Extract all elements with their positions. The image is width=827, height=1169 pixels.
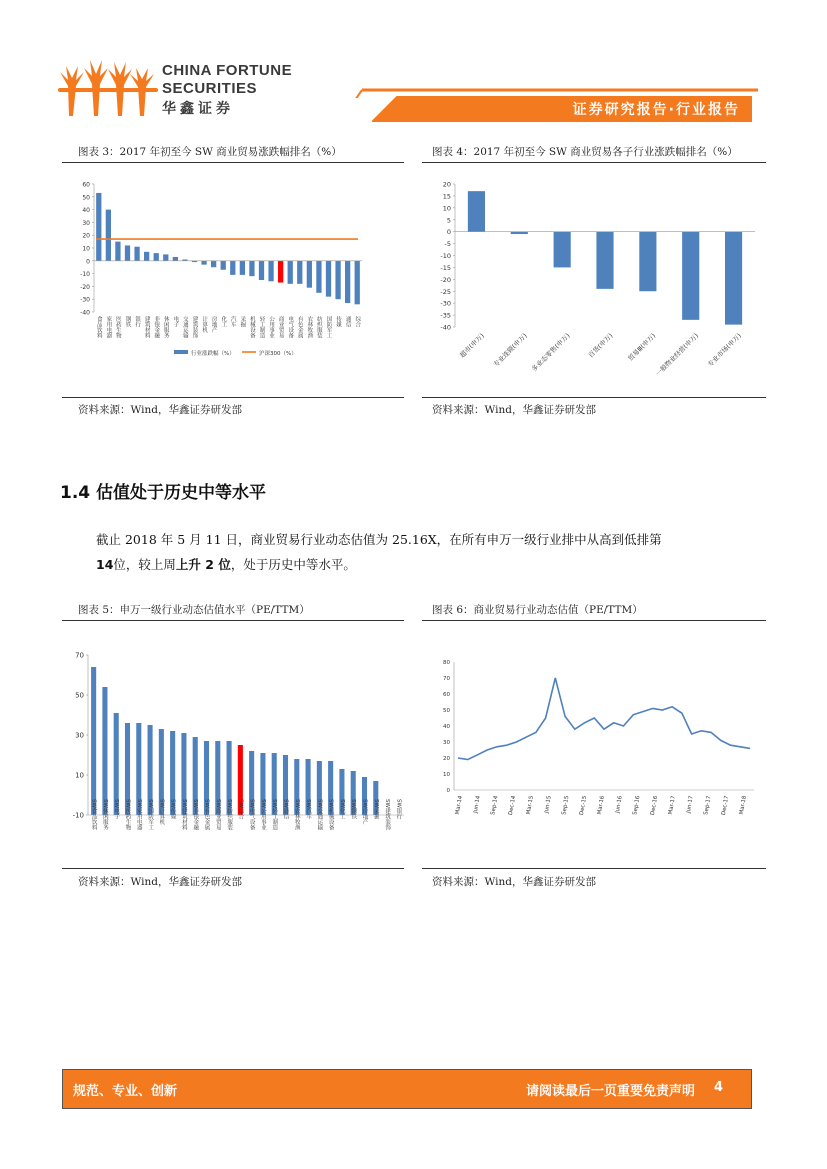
bar bbox=[230, 261, 235, 275]
fig6-source: 资料来源：Wind，华鑫证券研发部 bbox=[432, 876, 596, 888]
x-tick-label: 家用电器 bbox=[105, 316, 112, 338]
x-tick-label: SW计算机 bbox=[158, 799, 165, 825]
y-tick-label: 10 bbox=[82, 245, 90, 253]
paragraph-mid: 位，较上周 bbox=[113, 557, 176, 572]
fig3-source: 资料来源：Wind，华鑫证券研发部 bbox=[78, 404, 242, 416]
brand-en-line1: CHINA FORTUNE bbox=[162, 62, 293, 79]
x-tick-label: SW采掘 bbox=[372, 799, 379, 819]
y-tick-label: 20 bbox=[442, 180, 451, 189]
y-tick-label: -10 bbox=[80, 271, 90, 279]
bar bbox=[201, 261, 206, 265]
y-tick-label: -15 bbox=[440, 263, 451, 272]
x-tick-label: 有色金属 bbox=[296, 316, 303, 338]
x-tick-label: 专业连锁(申万) bbox=[491, 331, 529, 369]
x-tick-label: 机械设备 bbox=[248, 316, 255, 338]
y-tick-label: -30 bbox=[80, 296, 90, 304]
y-tick-label: 80 bbox=[443, 660, 450, 666]
bar bbox=[278, 261, 283, 283]
y-tick-label: -20 bbox=[80, 283, 90, 291]
bar bbox=[91, 667, 96, 815]
y-tick-label: 50 bbox=[82, 194, 90, 202]
y-tick-label: 50 bbox=[75, 691, 84, 700]
x-tick-label: SW传媒 bbox=[169, 799, 176, 819]
bar bbox=[639, 232, 656, 292]
bar bbox=[134, 247, 139, 261]
y-tick-label: 15 bbox=[442, 192, 451, 201]
x-tick-label: Dec-17 bbox=[720, 795, 731, 816]
bar bbox=[163, 254, 168, 260]
fig5-bottom-rule bbox=[62, 868, 404, 869]
x-tick-label: 贸易Ⅲ(申万) bbox=[626, 331, 658, 363]
footer-motto: 规范、专业、创新 bbox=[73, 1084, 178, 1099]
x-tick-label: SW银行 bbox=[395, 799, 402, 819]
x-tick-label: SW纺织服装 bbox=[226, 799, 233, 830]
y-tick-label: 10 bbox=[443, 772, 450, 778]
x-tick-label: 国防军工 bbox=[325, 316, 332, 338]
bar bbox=[115, 242, 120, 261]
brand-cn: 华鑫证券 bbox=[162, 100, 234, 116]
x-tick-label: Jun-14 bbox=[472, 795, 482, 814]
bar bbox=[316, 261, 321, 293]
bar bbox=[326, 261, 331, 297]
x-tick-label: SW休闲服务 bbox=[101, 799, 108, 830]
x-tick-label: 电气设备 bbox=[287, 316, 294, 338]
x-tick-label: 计算机 bbox=[201, 316, 208, 333]
x-tick-label: 综合 bbox=[354, 316, 361, 327]
x-tick-label: SW房地产 bbox=[361, 799, 368, 825]
y-tick-label: 0 bbox=[86, 258, 90, 266]
x-tick-label: Jun-15 bbox=[543, 795, 553, 814]
x-tick-label: Mar-15 bbox=[525, 795, 535, 816]
x-tick-label: 商业贸易 bbox=[277, 316, 284, 338]
x-tick-label: SW农林牧渔 bbox=[293, 799, 300, 830]
bar bbox=[297, 261, 302, 284]
bar bbox=[154, 253, 159, 261]
x-tick-label: Dec-16 bbox=[649, 795, 660, 816]
x-tick-label: 多业态零售(申万) bbox=[530, 331, 572, 374]
x-tick-label: SW通信 bbox=[282, 799, 289, 819]
y-tick-label: 10 bbox=[442, 204, 451, 213]
x-tick-label: 休闲服务 bbox=[162, 316, 169, 338]
paragraph-line1: 截止 2018 年 5 月 11 日，商业贸易行业动态估值为 25.16X，在所有申万一级行业排中从高到低排第 bbox=[96, 532, 662, 547]
bar bbox=[554, 232, 571, 268]
series-line bbox=[458, 678, 750, 760]
x-tick-label: 纺织服装 bbox=[315, 316, 322, 338]
fig3-title: 图表 3：2017 年初至今 SW 商业贸易涨跌幅排名（%） bbox=[78, 146, 342, 158]
fig5-source: 资料来源：Wind，华鑫证券研发部 bbox=[78, 876, 242, 888]
fig6-title: 图表 6：商业贸易行业动态估值（PE/TTM） bbox=[432, 604, 643, 616]
bar bbox=[144, 252, 149, 261]
y-tick-label: 30 bbox=[443, 740, 450, 746]
x-tick-label: SW医药生物 bbox=[124, 799, 131, 830]
fig5-title: 图表 5：申万一级行业动态估值水平（PE/TTM） bbox=[78, 604, 310, 616]
disclaimer-link[interactable]: 请阅读最后一页重要免责声明 bbox=[525, 1084, 695, 1099]
x-tick-label: SW有色金属 bbox=[203, 799, 210, 830]
x-tick-label: 交通运输 bbox=[181, 316, 188, 338]
bar bbox=[259, 261, 264, 280]
bar bbox=[511, 232, 528, 234]
bar bbox=[211, 261, 216, 267]
x-tick-label: SW商业贸易 bbox=[214, 799, 221, 830]
y-tick-label: 5 bbox=[446, 216, 451, 225]
y-tick-label: 40 bbox=[82, 207, 90, 215]
bar bbox=[345, 261, 350, 303]
y-tick-label: 50 bbox=[443, 708, 450, 714]
x-tick-label: 百货(申万) bbox=[586, 331, 615, 360]
y-tick-label: 60 bbox=[443, 692, 450, 698]
x-tick-label: 超市(申万) bbox=[458, 331, 486, 360]
fig3-chart bbox=[70, 172, 370, 372]
x-tick-label: Mar-17 bbox=[667, 795, 677, 816]
y-tick-label: 20 bbox=[443, 756, 450, 762]
y-tick-label: 30 bbox=[75, 731, 84, 740]
x-tick-label: Mar-18 bbox=[738, 795, 748, 816]
x-tick-label: 房地产 bbox=[210, 316, 217, 333]
x-tick-label: Dec-14 bbox=[507, 795, 518, 816]
x-tick-label: SW电子 bbox=[113, 799, 120, 819]
fig5-top-rule bbox=[62, 620, 404, 621]
fig4-chart bbox=[425, 172, 765, 392]
bar bbox=[268, 261, 273, 281]
paragraph-line2 bbox=[96, 553, 356, 577]
x-tick-label: Sep-17 bbox=[703, 795, 713, 816]
fig6-chart bbox=[424, 652, 764, 842]
x-tick-label: SW化工 bbox=[338, 799, 345, 819]
fig4-title: 图表 4：2017 年初至今 SW 商业贸易各子行业涨跌幅排名（%） bbox=[432, 146, 738, 158]
x-tick-label: Mar-16 bbox=[596, 795, 606, 816]
x-tick-label: 银行 bbox=[134, 316, 141, 327]
bar bbox=[468, 191, 485, 232]
paragraph-end: ，处于历史中等水平。 bbox=[230, 557, 356, 572]
fig6-top-rule bbox=[422, 620, 766, 621]
y-tick-label: 0 bbox=[446, 788, 450, 794]
section-title: 1.4 估值处于历史中等水平 bbox=[60, 483, 267, 503]
x-tick-label: 汽车 bbox=[229, 316, 236, 327]
company-logo bbox=[58, 58, 158, 118]
y-tick-label: -35 bbox=[440, 311, 451, 320]
fig6-bottom-rule bbox=[422, 868, 766, 869]
y-tick-label: 20 bbox=[82, 232, 90, 240]
x-tick-label: 化工 bbox=[220, 316, 227, 327]
brand-name bbox=[162, 62, 292, 117]
x-tick-label: 电子 bbox=[172, 316, 179, 327]
y-tick-label: 70 bbox=[443, 676, 450, 682]
y-tick-label: 30 bbox=[82, 219, 90, 227]
bar bbox=[125, 245, 130, 260]
bar bbox=[288, 261, 293, 284]
x-tick-label: SW建筑装饰 bbox=[384, 799, 391, 830]
x-tick-label: SW钢铁 bbox=[350, 799, 357, 819]
x-tick-label: SW轻工制造 bbox=[271, 799, 278, 830]
x-tick-label: SW汽车 bbox=[305, 799, 312, 819]
fig4-source: 资料来源：Wind，华鑫证券研发部 bbox=[432, 404, 596, 416]
x-tick-label: SW家用电器 bbox=[135, 799, 142, 830]
y-tick-label: -25 bbox=[440, 287, 451, 296]
bar bbox=[682, 232, 699, 320]
y-tick-label: -10 bbox=[72, 811, 84, 820]
x-tick-label: 采掘 bbox=[239, 316, 246, 327]
rank-value: 14 bbox=[96, 557, 114, 572]
y-tick-label: -40 bbox=[440, 323, 451, 332]
bar bbox=[240, 261, 245, 275]
x-tick-label: Mar-14 bbox=[454, 795, 464, 816]
y-tick-label: 70 bbox=[75, 651, 84, 660]
x-tick-label: Jun-16 bbox=[614, 795, 624, 814]
x-tick-label: SW公用事业 bbox=[259, 799, 266, 830]
bar bbox=[221, 261, 226, 270]
x-tick-label: Sep-14 bbox=[490, 795, 500, 816]
x-tick-label: 农林牧渔 bbox=[306, 316, 313, 338]
bar bbox=[249, 261, 254, 276]
x-tick-label: 传媒 bbox=[335, 316, 342, 327]
fig4-bottom-rule bbox=[422, 397, 766, 398]
x-tick-label: 医药生物 bbox=[114, 316, 121, 338]
legend-label: 沪深300（%） bbox=[259, 351, 297, 357]
bar bbox=[106, 210, 111, 261]
y-tick-label: -10 bbox=[440, 252, 451, 260]
fig3-top-rule bbox=[62, 162, 404, 163]
fig4-top-rule bbox=[422, 162, 766, 163]
bar bbox=[335, 261, 340, 299]
legend-label: 行业涨跌幅（%） bbox=[191, 351, 235, 357]
x-tick-label: Dec-15 bbox=[578, 795, 589, 816]
bar bbox=[596, 232, 613, 289]
x-tick-label: 通信 bbox=[344, 316, 351, 327]
y-tick-label: -5 bbox=[444, 240, 451, 249]
x-tick-label: SW国防军工 bbox=[147, 799, 154, 830]
x-tick-label: 专业市场(申万) bbox=[706, 331, 743, 369]
bar bbox=[173, 257, 178, 261]
bar bbox=[355, 261, 360, 305]
x-tick-label: SW食品饮料 bbox=[90, 799, 97, 830]
x-tick-label: 轻工制造 bbox=[258, 316, 265, 338]
y-tick-label: -20 bbox=[440, 275, 451, 284]
legend-swatch-bar bbox=[174, 350, 188, 354]
y-tick-label: 0 bbox=[446, 228, 451, 237]
bar bbox=[102, 687, 107, 815]
x-tick-label: Sep-16 bbox=[632, 795, 642, 816]
y-tick-label: 10 bbox=[75, 771, 84, 780]
header-rule bbox=[340, 88, 760, 98]
y-tick-label: 40 bbox=[443, 724, 450, 730]
y-tick-label: -30 bbox=[440, 299, 451, 308]
x-tick-label: 一般物业经营(申万) bbox=[654, 331, 701, 378]
page-number: 4 bbox=[713, 1080, 723, 1095]
y-tick-label: 60 bbox=[82, 181, 90, 189]
x-tick-label: 建筑装饰 bbox=[191, 316, 198, 338]
x-tick-label: Sep-15 bbox=[561, 795, 571, 816]
x-tick-label: SW非银金融 bbox=[192, 799, 199, 830]
bar bbox=[307, 261, 312, 288]
rank-change: 上升 2 位 bbox=[175, 557, 231, 572]
x-tick-label: Jun-17 bbox=[685, 795, 695, 814]
x-tick-label: 非银金融 bbox=[153, 316, 160, 338]
bar bbox=[725, 232, 742, 325]
bar bbox=[96, 193, 101, 261]
x-tick-label: 公用事业 bbox=[268, 316, 275, 338]
fig5-chart bbox=[66, 645, 406, 845]
x-tick-label: 食品饮料 bbox=[95, 316, 102, 338]
brand-en-line2: SECURITIES bbox=[162, 80, 258, 97]
x-tick-label: 钢铁 bbox=[124, 316, 131, 327]
x-tick-label: SW机械设备 bbox=[327, 799, 334, 830]
x-tick-label: SW电气设备 bbox=[248, 799, 255, 830]
y-tick-label: -40 bbox=[80, 309, 90, 317]
fig3-bottom-rule bbox=[62, 397, 404, 398]
x-tick-label: SW交通运输 bbox=[316, 799, 323, 830]
x-tick-label: 建筑材料 bbox=[143, 316, 150, 338]
x-tick-label: SW综合 bbox=[237, 799, 244, 819]
report-type: 证券研究报告·行业报告 bbox=[572, 102, 740, 118]
footer-bar bbox=[62, 1069, 752, 1109]
x-tick-label: SW建筑材料 bbox=[180, 799, 187, 830]
